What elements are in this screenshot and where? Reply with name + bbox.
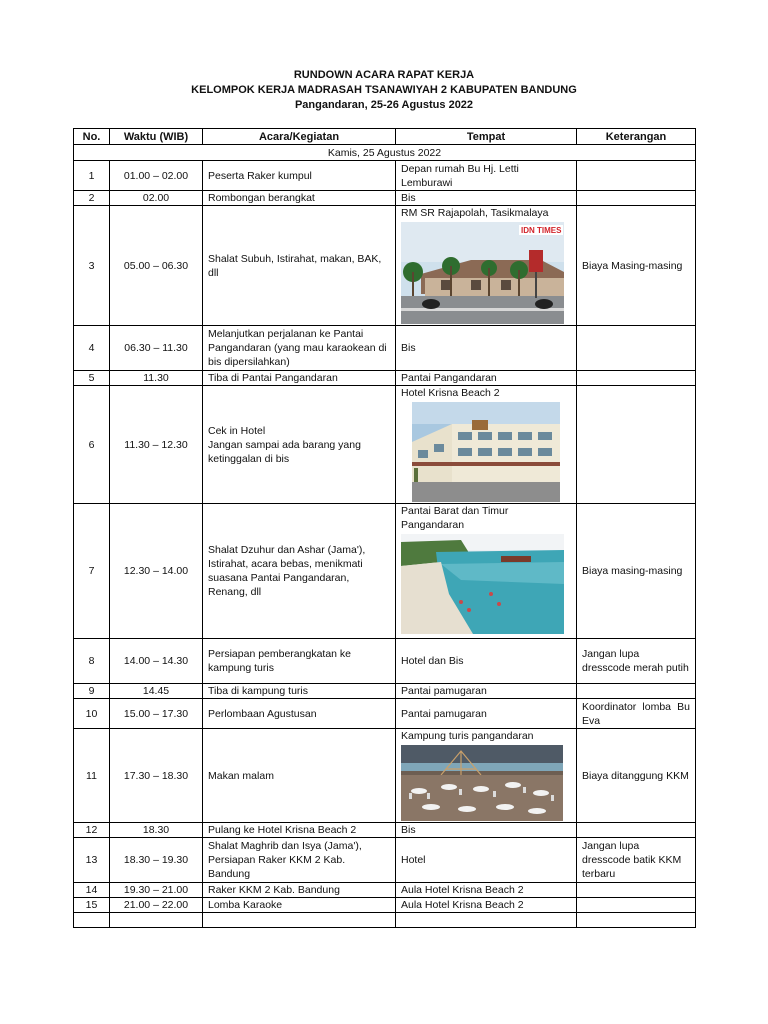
- row-place: Pantai Barat dan Timur Pangandaran: [401, 505, 509, 531]
- empty-cell: [74, 913, 110, 928]
- table-row: [74, 838, 696, 883]
- row-note: Jangan lupa dresscode batik KKM terbaru: [577, 838, 696, 883]
- row-time: 14.45: [110, 684, 203, 699]
- empty-cell: [110, 913, 203, 928]
- col-header-place: Tempat: [396, 129, 577, 145]
- empty-cell: [203, 913, 396, 928]
- row-place: Hotel dan Bis: [396, 639, 577, 684]
- row-activity: Persiapan pemberangkatan ke kampung turis: [203, 639, 396, 684]
- table-row: [74, 883, 696, 898]
- table-row: [74, 191, 696, 206]
- row-activity: Perlombaan Agustusan: [203, 699, 396, 729]
- row-note: [577, 684, 696, 699]
- table-row: [74, 206, 696, 326]
- row-note: [577, 883, 696, 898]
- row-no: 4: [74, 326, 110, 371]
- row-note: [577, 191, 696, 206]
- hotel-photo: [412, 402, 560, 502]
- row-time: 15.00 – 17.30: [110, 699, 203, 729]
- table-row: [74, 684, 696, 699]
- row-place: Pantai pamugaran: [396, 699, 577, 729]
- row-no: 12: [74, 823, 110, 838]
- row-time: 11.30 – 12.30: [110, 386, 203, 504]
- row-no: 5: [74, 371, 110, 386]
- row-time: 17.30 – 18.30: [110, 729, 203, 823]
- row-time: 18.30 – 19.30: [110, 838, 203, 883]
- row-note: Biaya ditanggung KKM: [577, 729, 696, 823]
- row-place: Pantai Pangandaran: [396, 371, 577, 386]
- row-activity-line: Cek in Hotel: [208, 424, 266, 437]
- row-place-cell: [396, 504, 577, 639]
- beach-photo: [401, 534, 564, 634]
- table-row: [74, 504, 696, 639]
- row-time: 14.00 – 14.30: [110, 639, 203, 684]
- col-header-activity: Acara/Kegiatan: [203, 129, 396, 145]
- restaurant-photo: [401, 222, 564, 324]
- row-activity: Shalat Dzuhur dan Ashar (Jama'), Istirahat, acara bebas, menikmati suasana Pantai Pangandaran, Renang, dll: [203, 504, 396, 639]
- row-place-cell: [396, 386, 577, 504]
- row-place: Kampung turis pangandaran: [401, 730, 534, 742]
- table-row: [74, 326, 696, 371]
- row-activity: Tiba di Pantai Pangandaran: [203, 371, 396, 386]
- row-place: Aula Hotel Krisna Beach 2: [396, 883, 577, 898]
- table-row: [74, 371, 696, 386]
- row-activity: Shalat Maghrib dan Isya (Jama'), Persiapan Raker KKM 2 Kab. Bandung: [203, 838, 396, 883]
- row-note: Jangan lupa dresscode merah putih: [577, 639, 696, 684]
- row-place: Pantai pamugaran: [396, 684, 577, 699]
- row-note: [577, 898, 696, 913]
- document-header: [0, 68, 768, 113]
- row-activity: Peserta Raker kumpul: [203, 161, 396, 191]
- table-row: [74, 898, 696, 913]
- row-activity-line: Jangan sampai ada barang yang ketinggalan di bis: [208, 438, 361, 465]
- row-no: 7: [74, 504, 110, 639]
- row-time: 06.30 – 11.30: [110, 326, 203, 371]
- row-note: Koordinator lomba Bu Eva: [577, 699, 696, 729]
- row-time: 02.00: [110, 191, 203, 206]
- row-place: Hotel Krisna Beach 2: [401, 387, 500, 399]
- row-no: 14: [74, 883, 110, 898]
- row-no: 3: [74, 206, 110, 326]
- col-header-no: No.: [74, 129, 110, 145]
- row-time: 21.00 – 22.00: [110, 898, 203, 913]
- col-header-time: Waktu (WIB): [110, 129, 203, 145]
- row-activity: Tiba di kampung turis: [203, 684, 396, 699]
- row-activity: [203, 386, 396, 504]
- table-row: [74, 386, 696, 504]
- row-no: 2: [74, 191, 110, 206]
- photo-watermark: IDN TIMES: [521, 226, 562, 235]
- row-activity: Lomba Karaoke: [203, 898, 396, 913]
- row-activity: Shalat Subuh, Istirahat, makan, BAK, dll: [203, 206, 396, 326]
- row-no: 13: [74, 838, 110, 883]
- col-header-note: Keterangan: [577, 129, 696, 145]
- row-no: 11: [74, 729, 110, 823]
- row-place-cell: [396, 729, 577, 823]
- row-note: [577, 161, 696, 191]
- row-time: 05.00 – 06.30: [110, 206, 203, 326]
- row-activity: Makan malam: [203, 729, 396, 823]
- row-note: [577, 823, 696, 838]
- day-label: Kamis, 25 Agustus 2022: [74, 145, 696, 161]
- row-no: 15: [74, 898, 110, 913]
- row-place: Depan rumah Bu Hj. Letti Lemburawi: [396, 161, 577, 191]
- row-place: RM SR Rajapolah, Tasikmalaya: [401, 207, 549, 219]
- table-header-row: [74, 129, 696, 145]
- day-row: [74, 145, 696, 161]
- row-time: 18.30: [110, 823, 203, 838]
- row-no: 6: [74, 386, 110, 504]
- row-place: Hotel: [396, 838, 577, 883]
- row-place: Bis: [396, 823, 577, 838]
- row-no: 10: [74, 699, 110, 729]
- row-note: Biaya masing-masing: [577, 504, 696, 639]
- empty-row: [74, 913, 696, 928]
- table-row: [74, 639, 696, 684]
- row-note: Biaya Masing-masing: [577, 206, 696, 326]
- document-place-date: Pangandaran, 25-26 Agustus 2022: [294, 99, 474, 111]
- row-place: Bis: [396, 191, 577, 206]
- row-place: Bis: [396, 326, 577, 371]
- row-time: 11.30: [110, 371, 203, 386]
- row-note: [577, 371, 696, 386]
- row-no: 9: [74, 684, 110, 699]
- row-activity: Raker KKM 2 Kab. Bandung: [203, 883, 396, 898]
- rundown-table: [73, 128, 696, 928]
- document-title: RUNDOWN ACARA RAPAT KERJA: [293, 69, 475, 81]
- document-subtitle: KELOMPOK KERJA MADRASAH TSANAWIYAH 2 KABUPATEN BANDUNG: [191, 84, 577, 96]
- table-row: [74, 823, 696, 838]
- dinner-venue-photo: [401, 745, 563, 821]
- table-row: [74, 729, 696, 823]
- row-activity: Pulang ke Hotel Krisna Beach 2: [203, 823, 396, 838]
- row-time: 19.30 – 21.00: [110, 883, 203, 898]
- table-row: [74, 699, 696, 729]
- row-note: [577, 386, 696, 504]
- table-row: [74, 161, 696, 191]
- row-note: [577, 326, 696, 371]
- row-no: 8: [74, 639, 110, 684]
- row-activity: Melanjutkan perjalanan ke Pantai Pangandaran (yang mau karaokean di bis dipersilahkan): [203, 326, 396, 371]
- row-place: Aula Hotel Krisna Beach 2: [396, 898, 577, 913]
- row-time: 12.30 – 14.00: [110, 504, 203, 639]
- empty-cell: [577, 913, 696, 928]
- empty-cell: [396, 913, 577, 928]
- row-place-cell: [396, 206, 577, 326]
- row-activity: Rombongan berangkat: [203, 191, 396, 206]
- row-no: 1: [74, 161, 110, 191]
- row-time: 01.00 – 02.00: [110, 161, 203, 191]
